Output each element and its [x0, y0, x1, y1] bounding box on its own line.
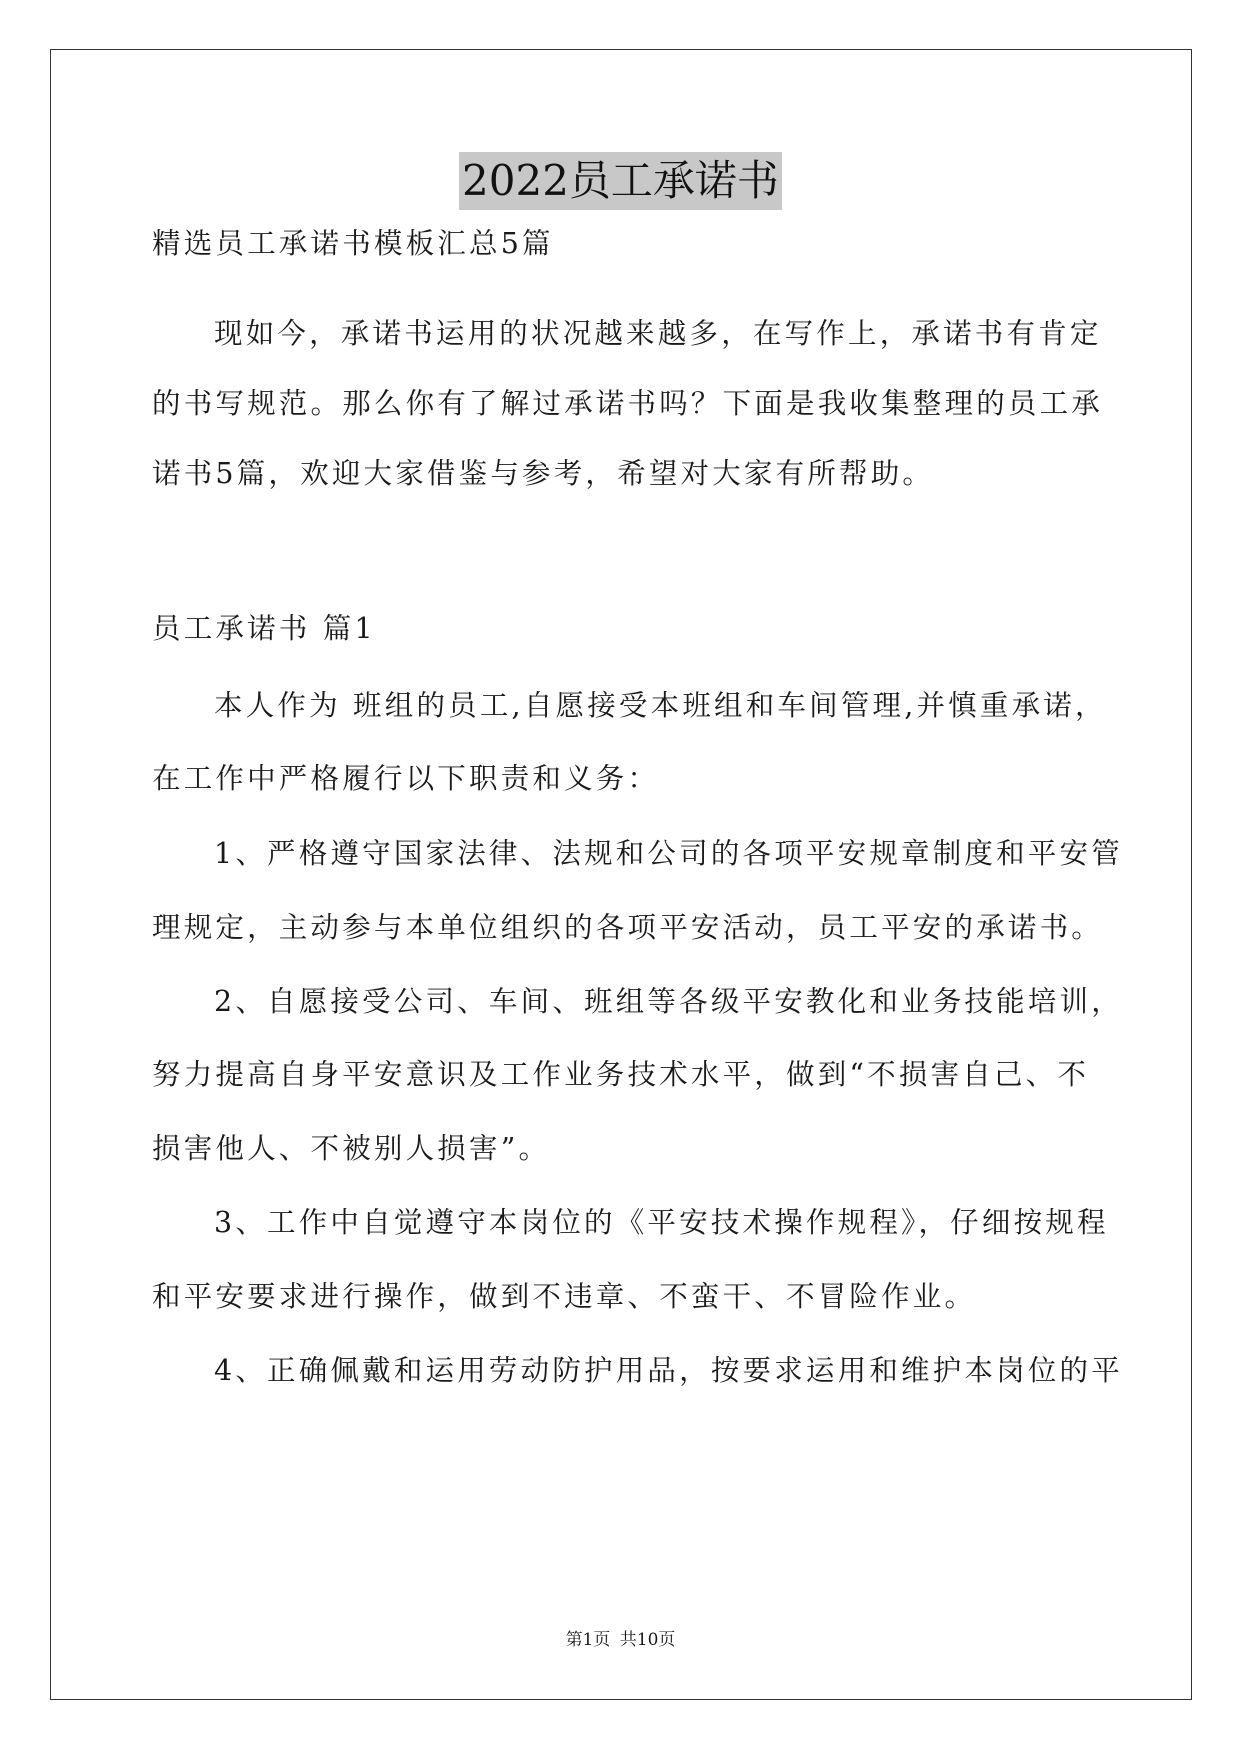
body-line-1: 本人作为 班组的员工,自愿接受本班组和车间管理,并慎重承诺， — [214, 689, 1107, 722]
body-line-2: 在工作中严格履行以下职责和义务： — [152, 762, 660, 795]
page-footer — [0, 1625, 1241, 1650]
document-title: 2022员工承诺书 — [459, 152, 782, 210]
page-frame — [50, 49, 1192, 1700]
body-line-8: 3、工作中自觉遵守本岗位的《平安技术操作规程》，仔细按规程 — [214, 1206, 1109, 1239]
intro-line-1: 现如今，承诺书运用的状况越来越多，在写作上，承诺书有肯定 — [214, 317, 1102, 350]
page-number: 第1页 — [565, 1630, 611, 1650]
body-line-5: 2、自愿接受公司、车间、班组等各级平安教化和业务技能培训， — [214, 985, 1123, 1018]
intro-line-2: 的书写规范。那么你有了解过承诺书吗？下面是我收集整理的员工承 — [152, 387, 1104, 420]
title-container — [0, 152, 1241, 210]
body-line-4: 理规定，主动参与本单位组织的各项平安活动，员工平安的承诺书。 — [152, 911, 1104, 944]
body-line-10: 4、正确佩戴和运用劳动防护用品，按要求运用和维护本岗位的平 — [214, 1354, 1123, 1387]
total-pages: 共10页 — [619, 1630, 676, 1650]
subtitle: 精选员工承诺书模板汇总5篇 — [152, 227, 554, 260]
body-line-7: 损害他人、不被别人损害”。 — [152, 1132, 551, 1165]
body-line-9: 和平安要求进行操作，做到不违章、不蛮干、不冒险作业。 — [152, 1280, 977, 1313]
intro-line-3: 诺书5篇，欢迎大家借鉴与参考，希望对大家有所帮助。 — [152, 457, 935, 490]
section-heading: 员工承诺书 篇1 — [152, 612, 376, 645]
body-line-6: 努力提高自身平安意识及工作业务技术水平，做到“不损害自己、不 — [152, 1058, 1090, 1091]
body-line-3: 1、严格遵守国家法律、法规和公司的各项平安规章制度和平安管 — [214, 837, 1123, 870]
